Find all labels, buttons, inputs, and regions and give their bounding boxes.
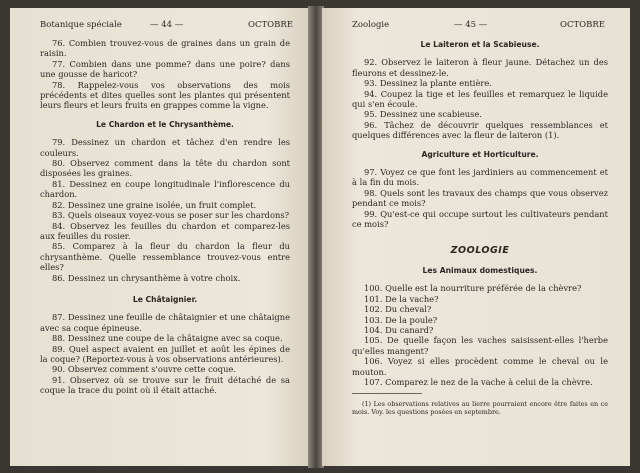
question-77: 77. Combien dans une pomme? dans une poire? dans une gousse de haricot?	[40, 58, 290, 80]
question-90: 90. Observez comment s'ouvre cette coque.	[52, 364, 236, 375]
right-header-month: OCTOBRE	[560, 20, 605, 30]
question-93: 93. Dessinez la plante entière.	[364, 78, 492, 89]
left-running-header	[10, 20, 310, 32]
section-heading-laiteron: Le Laiteron et la Scabieuse.	[420, 40, 540, 49]
question-103: 103. De la poule?	[364, 314, 438, 325]
left-header-section: Botanique spéciale	[40, 20, 122, 30]
question-106: 106. Voyez si elles procèdent comme le cheval ou le mouton.	[352, 356, 608, 377]
question-84: 84. Observez les feuilles du chardon et comparez-les aux feuilles du rosier.	[40, 220, 290, 241]
section-heading-animaux: Les Animaux domestiques.	[422, 265, 538, 275]
section-heading-agriculture: Agriculture et Horticulture.	[421, 149, 539, 159]
footnote: (1) Les observations relatives au lierre pourraient encore être faites en ce mois. Voy. les questions posées en septembre.	[352, 400, 608, 417]
right-page	[322, 8, 630, 466]
question-104: 104. Du canard?	[364, 324, 434, 335]
question-96: 96. Tâchez de découvrir quelques ressemblances et quelques différences avec la fleur de laiteron (1).	[352, 119, 608, 141]
question-87: 87. Dessinez une feuille de châtaignier et une châtaigne avec sa coque épineuse.	[40, 312, 290, 333]
question-101: 101. De la vache?	[364, 293, 439, 304]
left-page-number: — 44 —	[150, 20, 184, 30]
question-88: 88. Dessinez une coupe de la châtaigne avec sa coque.	[52, 333, 283, 344]
question-94: 94. Coupez la tige et les feuilles et remarquez le liquide qui s'en écoule.	[352, 88, 608, 110]
question-102: 102. Du cheval?	[364, 304, 432, 315]
question-97: 97. Voyez ce que font les jardiniers au commencement et à la fin du mois.	[352, 167, 608, 188]
question-100: 100. Quelle est la nourriture préférée de la chèvre?	[364, 283, 582, 294]
left-page-body	[40, 38, 290, 396]
section-heading-chataignier: Le Châtaignier.	[132, 294, 198, 304]
question-99: 99. Qu'est-ce qui occupe surtout les cultivateurs pendant ce mois?	[352, 208, 608, 230]
question-78: 78. Rappelez-vous vos observations des mois précédents et dites quelles sont les plantes qui présentent leurs fleurs et leurs fruits en grappes comme la vigne.	[40, 79, 290, 111]
footnote-rule	[352, 393, 422, 394]
question-86: 86. Dessinez un chrysanthème à votre choix.	[52, 272, 241, 283]
question-95: 95. Dessinez une scabieuse.	[364, 109, 482, 120]
question-79: 79. Dessinez un chardon et tâchez d'en rendre les couleurs.	[40, 137, 290, 158]
question-91: 91. Observez où se trouve sur le fruit détaché de sa coque la trace du point où il était attaché.	[40, 374, 290, 396]
question-89: 89. Quel aspect avaient en juillet et août les épines de la coque? (Reportez-vous à vos observations antérieures).	[40, 343, 290, 364]
question-81: 81. Dessinez en coupe longitudinale l'inflorescence du chardon.	[40, 178, 290, 200]
right-page-body	[352, 38, 608, 416]
question-83: 83. Quels oiseaux voyez-vous se poser sur les chardons?	[52, 210, 290, 221]
question-98: 98. Quels sont les travaux des champs que vous observez pendant ce mois?	[352, 187, 608, 209]
question-76: 76. Combien trouvez-vous de graines dans un grain de raisin.	[40, 38, 290, 59]
section-heading-chardon: Le Chardon et le Chrysanthème.	[96, 119, 234, 129]
question-80: 80. Observez comment dans la tête du chardon sont disposées les graines.	[40, 158, 290, 179]
question-82: 82. Dessinez une graine isolée, un fruit complet.	[52, 199, 257, 210]
chapter-heading-zoologie: ZOOLOGIE	[450, 244, 510, 256]
question-107: 107. Comparez le nez de la vache à celui de la chèvre.	[364, 376, 593, 387]
left-header-month: OCTOBRE	[248, 20, 293, 30]
right-header-section: Zoologie	[352, 20, 390, 30]
left-page	[10, 8, 310, 466]
right-running-header	[322, 20, 630, 32]
question-92: 92. Observez le laiteron à fleur jaune. Détachez un des fleurons et dessinez-le.	[352, 57, 608, 78]
right-page-number: — 45 —	[454, 20, 488, 30]
question-105: 105. De quelle façon les vaches saisissent-elles l'herbe qu'elles mangent?	[352, 335, 608, 356]
question-85: 85. Comparez à la fleur du chardon la fleur du chrysanthème. Quelle ressemblance trouvez-vous entre elles?	[40, 241, 290, 273]
